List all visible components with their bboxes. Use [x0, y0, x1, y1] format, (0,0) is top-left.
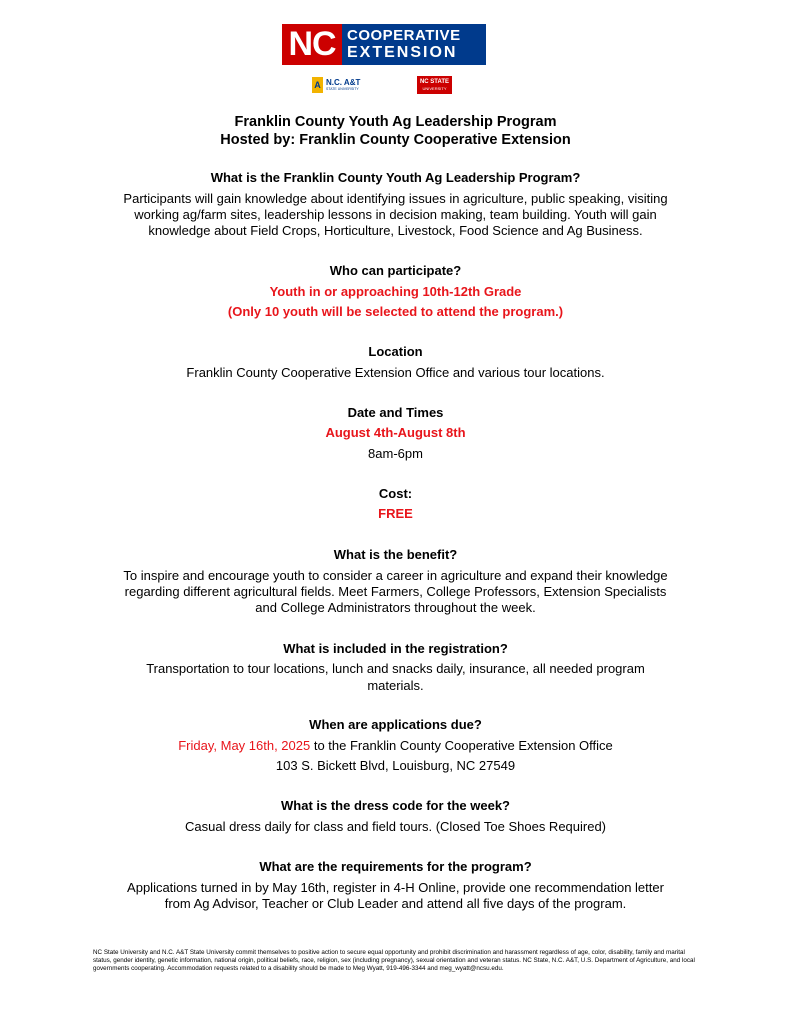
logo-line-2: EXTENSION: [347, 44, 458, 61]
times-value: 8am-6pm: [368, 446, 423, 461]
cost-heading: Cost:: [378, 486, 413, 501]
included-heading: What is included in the registration?: [283, 641, 508, 656]
included-line-2: materials.: [367, 678, 424, 693]
location-text: Franklin County Cooperative Extension Office and various tour locations.: [186, 365, 605, 380]
dress-heading: What is the dress code for the week?: [281, 798, 510, 813]
due-date: Friday, May 16th, 2025: [178, 738, 311, 753]
requirements-heading: What are the requirements for the program?: [259, 859, 532, 874]
logo-nc-block: NC: [282, 24, 342, 65]
cost-value: FREE: [378, 506, 413, 521]
footer-disclaimer: NC State University and N.C. A&T State University commit themselves to positive action to secure equal opportunity and prohibit discrimination and harassment regardless of age, color, disability, family and marital status, gender identity, genetic information, national origin, political beliefs, race, religion, sex (including pregnancy), sexual orientation and veteran status. NC State, N.C. A&T, U.S. Department of Agriculture, and local governments cooperating. Accommodation requests related to a disability should be made to Meg Wyatt, 919-496-3344 and meg_wyatt@ncsu.edu.: [93, 949, 695, 972]
benefit-line-3: and College Administrators throughout the week.: [255, 600, 536, 615]
dates-value: August 4th-August 8th: [325, 425, 466, 440]
ncat-sub: STATE UNIVERSITY: [326, 87, 359, 91]
due-rest: to the Franklin County Cooperative Extension Office: [310, 738, 613, 753]
ncstate-sub: UNIVERSITY: [422, 85, 447, 91]
ncat-name: N.C. A&T: [326, 78, 361, 87]
logo-text-block: [342, 24, 486, 65]
what-heading: What is the Franklin County Youth Ag Leadership Program?: [210, 170, 581, 185]
what-line-2: working ag/farm sites, leadership lessons in decision making, team building. Youth will gain: [134, 207, 657, 222]
who-grade: Youth in or approaching 10th-12th Grade: [269, 284, 522, 299]
requirements-line-2: from Ag Advisor, Teacher or Club Leader and attend all five days of the program.: [164, 896, 627, 911]
what-line-1: Participants will gain knowledge about identifying issues in agriculture, public speaking, visiting: [123, 191, 668, 206]
benefit-line-2: regarding different agricultural fields. Meet Farmers, College Professors, Extension Specialists: [124, 584, 667, 599]
dress-text: Casual dress daily for class and field tours. (Closed Toe Shoes Required): [184, 819, 607, 834]
benefit-line-1: To inspire and encourage youth to consider a career in agriculture and expand their knowledge: [123, 568, 668, 583]
dates-heading: Date and Times: [347, 405, 444, 420]
due-heading: When are applications due?: [309, 717, 482, 732]
ncstate-logo: [417, 76, 452, 94]
nc-cooperative-extension-logo: [282, 24, 486, 65]
who-heading: Who can participate?: [329, 263, 462, 278]
ncat-mark-icon: A: [312, 77, 323, 93]
page-title-line-2: Hosted by: Franklin County Cooperative Extension: [220, 132, 571, 148]
ncat-logo: [312, 76, 360, 94]
who-limit: (Only 10 youth will be selected to attend the program.): [227, 304, 564, 319]
location-heading: Location: [368, 344, 423, 359]
benefit-heading: What is the benefit?: [333, 547, 458, 562]
page-title-line-1: Franklin County Youth Ag Leadership Program: [234, 114, 557, 130]
logo-line-1: COOPERATIVE: [347, 27, 461, 44]
ncstate-name: NC STATE: [419, 78, 450, 85]
included-line-1: Transportation to tour locations, lunch and snacks daily, insurance, all needed program: [146, 661, 645, 676]
due-line: [0, 737, 791, 754]
what-line-3: knowledge about Field Crops, Horticulture, Livestock, Food Science and Ag Business.: [148, 223, 643, 238]
requirements-line-1: Applications turned in by May 16th, register in 4-H Online, provide one recommendation letter: [127, 880, 664, 895]
due-address: 103 S. Bickett Blvd, Louisburg, NC 27549: [275, 758, 516, 773]
